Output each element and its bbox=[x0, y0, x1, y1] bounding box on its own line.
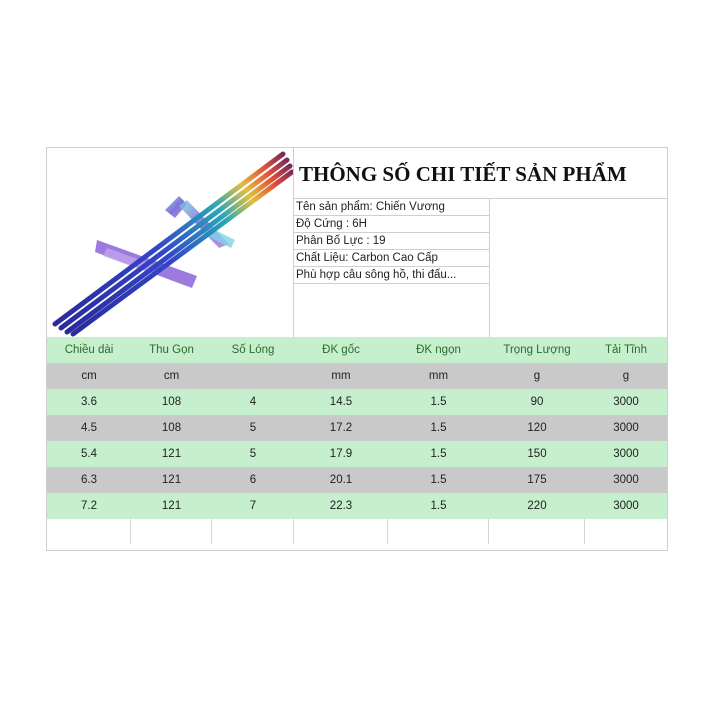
col-header: Số Lóng bbox=[231, 344, 275, 356]
col-header: Tải Tĩnh bbox=[605, 344, 647, 356]
col-header: ĐK ngọn bbox=[416, 344, 461, 356]
empty-cell bbox=[131, 519, 212, 544]
table-cell: 3000 bbox=[613, 422, 639, 434]
table-cell: 121 bbox=[161, 474, 182, 486]
table-cell: 22.3 bbox=[329, 500, 353, 512]
info-usage: Phù hợp câu sông hồ, thi đấu... bbox=[294, 267, 490, 284]
table-cell: 20.1 bbox=[329, 474, 353, 486]
table-cell: 5.4 bbox=[81, 448, 97, 460]
spec-table bbox=[47, 337, 667, 544]
product-photo bbox=[47, 148, 294, 337]
empty-cell bbox=[294, 519, 388, 544]
table-cell: 4 bbox=[249, 396, 257, 408]
col-header: Trọng Lượng bbox=[503, 344, 571, 356]
table-cell: 108 bbox=[161, 396, 182, 408]
table-cell: 7 bbox=[249, 500, 257, 512]
top-section bbox=[47, 148, 667, 337]
unit-cell: mm bbox=[428, 370, 449, 382]
table-cell: 3000 bbox=[613, 448, 639, 460]
table-cell: 121 bbox=[161, 500, 182, 512]
table-cell: 4.5 bbox=[81, 422, 97, 434]
table-cell: 3000 bbox=[613, 396, 639, 408]
empty-cell bbox=[47, 519, 131, 544]
col-header: Thu Gọn bbox=[149, 344, 194, 356]
table-cell: 121 bbox=[161, 448, 182, 460]
table-cell: 5 bbox=[249, 448, 257, 460]
empty-cell bbox=[489, 519, 585, 544]
info-name: Tên sản phẩm: Chiến Vương bbox=[294, 199, 490, 216]
table-cell: 108 bbox=[161, 422, 182, 434]
table-cell: 3000 bbox=[613, 500, 639, 512]
table-cell: 175 bbox=[527, 474, 547, 486]
empty-cell bbox=[585, 519, 667, 544]
empty-row bbox=[47, 519, 667, 544]
col-header: Chiều dài bbox=[64, 344, 114, 356]
table-cell: 120 bbox=[527, 422, 547, 434]
table-cell: 7.2 bbox=[81, 500, 97, 512]
table-row bbox=[47, 493, 667, 519]
unit-cell: mm bbox=[331, 370, 351, 382]
table-cell: 90 bbox=[530, 396, 544, 408]
table-cell: 17.2 bbox=[329, 422, 353, 434]
table-row bbox=[47, 389, 667, 415]
table-cell: 14.5 bbox=[329, 396, 353, 408]
table-cell: 150 bbox=[527, 448, 547, 460]
table-cell: 1.5 bbox=[430, 422, 447, 434]
unit-cell: g bbox=[533, 370, 541, 382]
table-cell: 1.5 bbox=[430, 500, 447, 512]
page-title: THÔNG SỐ CHI TIẾT SẢN PHẨM bbox=[299, 162, 627, 186]
info-material: Chất Liệu: Carbon Cao Cấp bbox=[294, 250, 490, 267]
table-cell: 3.6 bbox=[81, 396, 97, 408]
table-cell: 220 bbox=[527, 500, 547, 512]
col-header: ĐK gốc bbox=[322, 344, 360, 356]
info-hardness: Độ Cứng : 6H bbox=[294, 216, 490, 233]
divider bbox=[489, 199, 490, 337]
table-cell: 17.9 bbox=[329, 448, 353, 460]
table-cell: 6.3 bbox=[81, 474, 97, 486]
fishing-rod-image bbox=[47, 148, 294, 337]
table-cell: 1.5 bbox=[430, 396, 447, 408]
table-cell: 5 bbox=[249, 422, 257, 434]
table-cell: 1.5 bbox=[430, 448, 447, 460]
empty-cell bbox=[388, 519, 489, 544]
empty-cell bbox=[212, 519, 294, 544]
table-cell: 1.5 bbox=[430, 474, 447, 486]
info-force: Phân Bố Lực : 19 bbox=[294, 233, 490, 250]
unit-cell: g bbox=[622, 370, 630, 382]
table-row bbox=[47, 467, 667, 493]
table-row bbox=[47, 441, 667, 467]
spec-sheet bbox=[46, 147, 668, 551]
unit-cell: cm bbox=[81, 370, 97, 382]
unit-cell: cm bbox=[163, 370, 180, 382]
table-cell: 6 bbox=[249, 474, 257, 486]
table-units-row bbox=[47, 363, 667, 389]
table-header-row bbox=[47, 337, 667, 363]
table-row bbox=[47, 415, 667, 441]
table-cell: 3000 bbox=[613, 474, 639, 486]
